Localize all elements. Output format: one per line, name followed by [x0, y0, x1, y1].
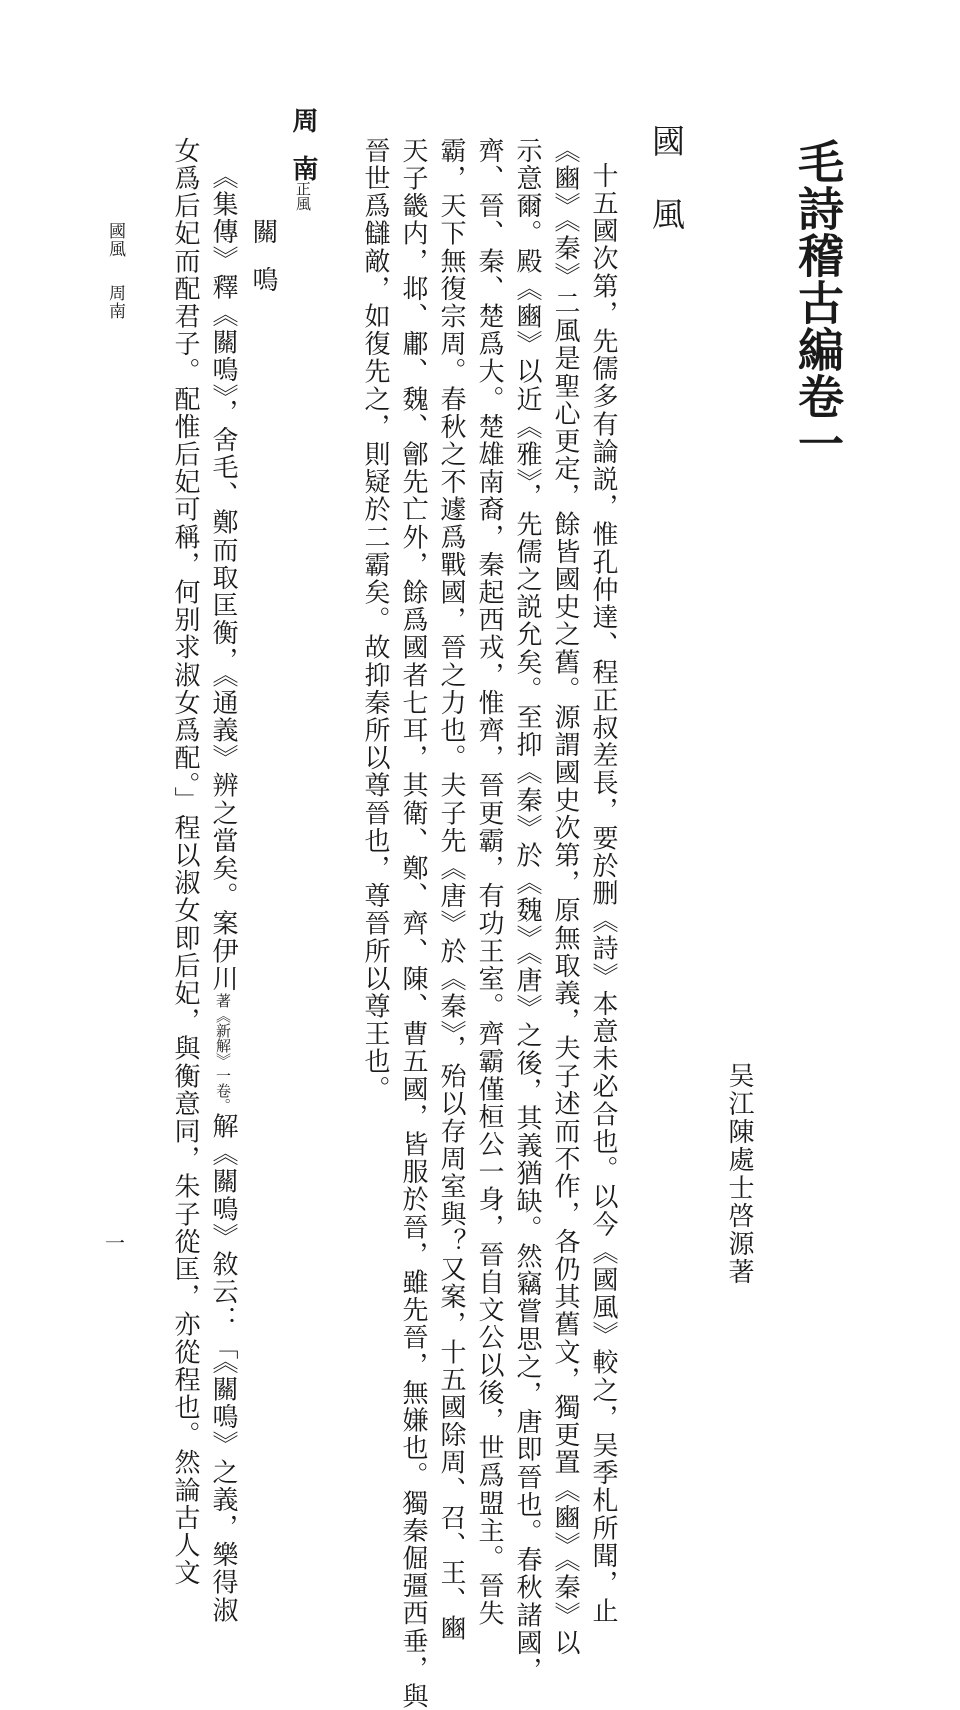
- running-footer: [106, 222, 123, 320]
- explanation-line: [210, 163, 236, 1624]
- commentary-line: 十五國次第，先儒多有論説，惟孔仲達、程正叔差長，要於删《詩》本意未必合也。以今《國風》較之，吴季札所聞，止: [588, 162, 618, 1625]
- commentary-line: 齊、晉、秦、楚爲大。楚雄南裔，秦起西戎，惟齊，晉更霸，有功王室。齊霸僅桓公一身，晉自文公以後，世爲盟主。晉失: [474, 137, 504, 1628]
- poem-title: 關鳴: [248, 218, 278, 314]
- commentary-line: 天子畿内，邶、鄘、魏、鄶先亡外，餘爲國者七耳，其衛、鄭、齊、陳、曹五國，皆服於晉，雖先晉，無嫌也。獨秦倔彊西垂，與: [398, 137, 428, 1710]
- explanation-line: 女爲后妃而配君子。配惟后妃可稱，何别求淑女爲配。」程以淑女即后妃，與衡意同，朱子從匡，亦從程也。然論古人文: [170, 137, 200, 1587]
- inline-note: 著《新解》一卷。: [214, 992, 232, 1113]
- explanation-text: 《集傳》釋《關鳴》，舍毛、鄭而取匡衡，《通義》辨之當矣。案伊川: [208, 163, 238, 993]
- page-number: 一: [105, 1231, 125, 1255]
- footer-section: 國風: [105, 222, 125, 258]
- chapter-note: 正風: [294, 181, 312, 211]
- chapter-name-first: 周: [288, 107, 318, 133]
- book-title: 毛詩稽古編卷一: [791, 138, 845, 467]
- commentary-line: 晉世爲讎敵，如復先之，則疑於二霸矣。故抑秦所以尊晉也，尊晉所以尊王也。: [360, 137, 390, 1103]
- commentary-line: 《豳》《秦》二風是聖心更定，餘皆國史之舊。源謂國史次第，原無取義，夫子述而不作，各仍其舊文，獨更置《豳》《秦》以: [550, 137, 580, 1657]
- explanation-text: 解《關鳴》敘云：「《關鳴》之義，樂得淑: [208, 1112, 238, 1625]
- chapter-name-second: 南: [288, 155, 318, 181]
- author-credit: 吴江陳處士啓源著: [724, 1062, 754, 1286]
- commentary-line: 示意爾。殿《豳》以近《雅》，先儒之説允矣。至抑《秦》於《魏》《唐》之後，其義猶缺。然竊嘗思之，唐即晉也。春秋諸國，: [512, 137, 542, 1685]
- footer-chapter: 周南: [105, 284, 125, 320]
- chapter-heading: [290, 107, 316, 211]
- section-title: 國風: [647, 124, 686, 270]
- commentary-line: 霸，天下無復宗周。春秋之不遽爲戰國，晉之力也。夫子先《唐》於《秦》，殆以存周室與？又案，十五國除周、召、王、豳: [436, 137, 466, 1642]
